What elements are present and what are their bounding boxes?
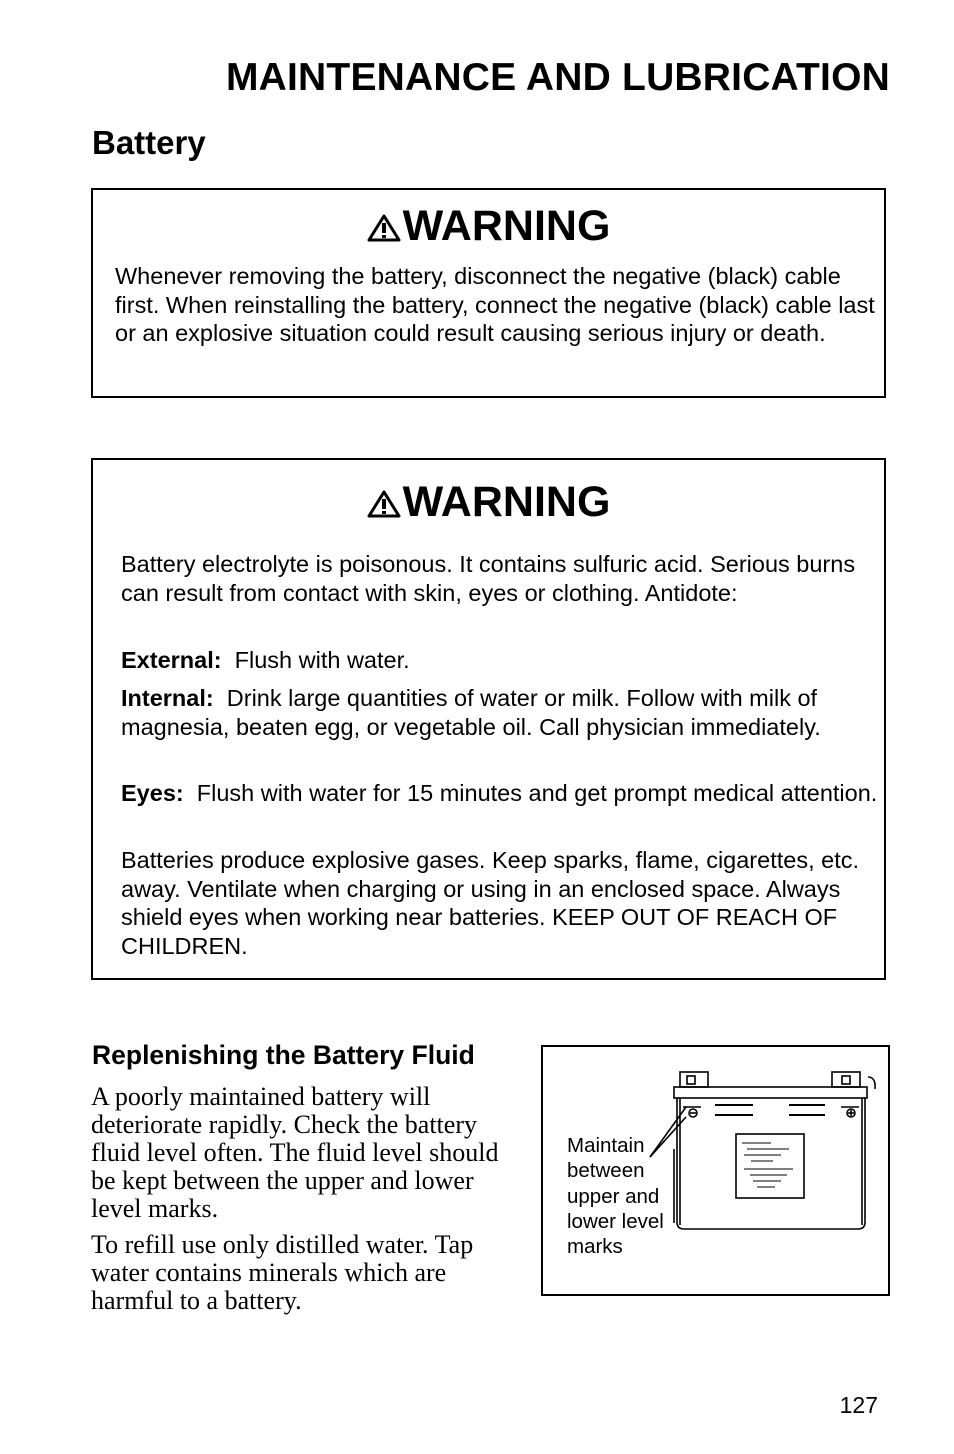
antidote-external-text: Flush with water.: [234, 647, 410, 673]
figure-caption: [567, 1133, 664, 1259]
warning-triangle-icon: [367, 214, 401, 242]
figure-caption-line: Maintain: [567, 1134, 645, 1157]
warning-heading-text: WARNING: [402, 478, 611, 526]
page-number: 127: [839, 1392, 878, 1418]
figure-caption-line: lower level: [567, 1209, 664, 1233]
warning-triangle-icon: [367, 490, 401, 518]
antidote-external: [121, 646, 881, 675]
body-paragraph: To refill use only distilled water. Tap water contains minerals which are harmful to a battery.: [91, 1230, 474, 1315]
warning-intro: Battery electrolyte is poisonous. It contains sulfuric acid. Serious burns can result from contact with skin, eyes or clothing. Antidote:: [121, 551, 856, 606]
body-paragraph: A poorly maintained battery will deteriorate rapidly. Check the battery fluid level often. The fluid level should be kept between the upper and lower level marks.: [91, 1082, 499, 1223]
warning-heading: [93, 202, 884, 251]
subsection-heading: Replenishing the Battery Fluid: [92, 1040, 475, 1070]
antidote-internal: [121, 684, 881, 741]
page-title: MAINTENANCE AND LUBRICATION: [225, 56, 890, 99]
warning-heading: [93, 478, 884, 527]
section-title: Battery: [92, 124, 206, 161]
figure-caption-line: between: [567, 1159, 645, 1183]
antidote-internal-text: Drink large quantities of water or milk. Follow with milk of magnesia, beaten egg, or vegetable oil. Call physician immediately.: [121, 685, 821, 740]
battery-figure: [541, 1045, 890, 1296]
antidote-eyes: [121, 779, 881, 808]
antidote-internal-label: Internal:: [121, 685, 214, 711]
antidote-eyes-label: Eyes:: [121, 780, 184, 806]
figure-caption-line: marks: [567, 1235, 623, 1259]
warning-text: Whenever removing the battery, disconnect the negative (black) cable first. When reinstalling the battery, connect the negative (black) cable last or an explosive situation could result causing serious injury or death.: [115, 263, 875, 347]
warning-box-disconnect: [91, 188, 886, 398]
warning-box-electrolyte: [91, 458, 886, 980]
figure-caption-line: upper and: [567, 1184, 660, 1208]
antidote-external-label: External:: [121, 647, 222, 673]
warning-heading-text: WARNING: [402, 202, 611, 250]
warning-closing: Batteries produce explosive gases. Keep sparks, flame, cigarettes, etc. away. Ventilate when charging or using in an enclosed space. Always shield eyes when working near batteries. KEEP OUT OF REACH OF CHILDREN.: [121, 847, 860, 959]
antidote-eyes-text: Flush with water for 15 minutes and get prompt medical attention.: [196, 780, 878, 806]
